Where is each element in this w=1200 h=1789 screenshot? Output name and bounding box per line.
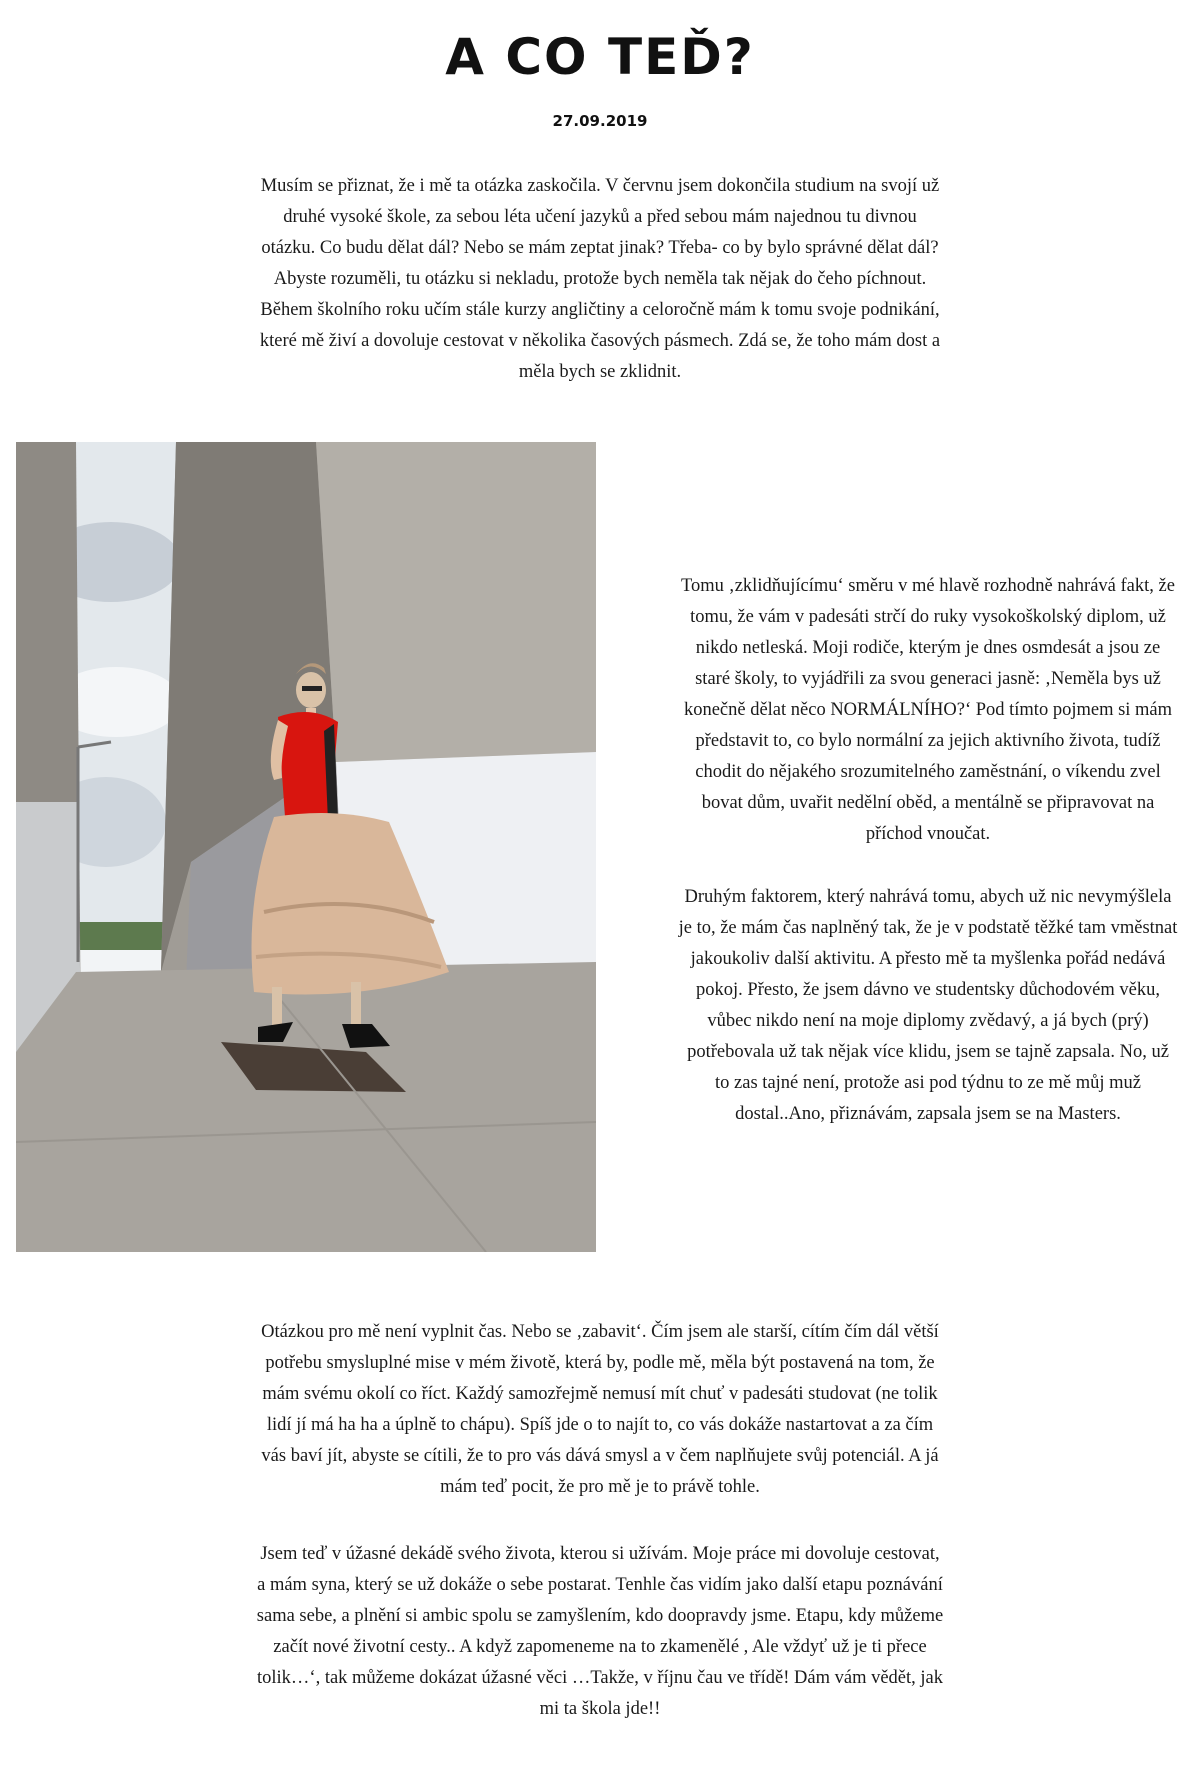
article-photo	[16, 442, 596, 1252]
article-date: 27.09.2019	[552, 112, 648, 130]
paragraph-intro: Musím se přiznat, že i mě ta otázka zaskočila. V červnu jsem dokončila studium na svojí už druhé vysoké škole, za sebou léta učení jazyků a před sebou mám najednou tu divnou otázku. Co budu dělat dál? Nebo se mám zeptat jinak? Třeba- co by bylo správné dělat dál? Abyste rozuměli, tu otázku si nekladu, protože bych neměla tak nějak do čeho píchnout. Během školního roku učím stále kurzy angličtiny a celoročně mám k tomu svoje podnikání, které mě živí a dovoluje cestovat v několika časových pásmech. Zdá se, že toho mám dost a měla bych se zklidnit.	[259, 176, 941, 382]
paragraph-parents: Tomu ‚zklidňujícímu‘ směru v mé hlavě rozhodně nahrává fakt, že tomu, že vám v padesáti strčí do ruky vysokoškolský diplom, už nikdo netleská. Moji rodiče, kterým je dnes osmdesát a jsou ze staré školy, to vyjádřili za svou generaci jasně: ‚Neměla bys už konečně dělat něco NORMÁLNÍHO?‘ Pod tímto pojmem si mám představit to, co bylo normální za jejich aktivního života, tudíž chodit do nějakého srozumitelného zaměstnání, o víkendu zvel bovat dům, uvařit nedělní oběd, a mentálně se připravovat na příchod vnoučat.	[681, 576, 1175, 844]
paragraph-mission: Otázkou pro mě není vyplnit čas. Nebo se ‚zabavit‘. Čím jsem ale starší, cítím čím dál větší potřebu smysluplné mise v mém životě, která by, podle mě, měla být postavená na tom, že mám svému okolí co říct. Každý samozřejmě nemusí mít chuť v padesáti studovat (ne tolik lidí jí má ha ha a úplně to chápu). Spíš jde o to najít to, co vás dokáže nastartovat a za čím vás baví jít, abyste se cítili, že to pro vás dává smysl a v čem naplňujete svůj potenciál. A já mám teď pocit, že pro mě je to právě tohle.	[261, 1322, 939, 1497]
paragraph-decade: Jsem teď v úžasné dekádě svého života, kterou si užívám. Moje práce mi dovoluje cestovat, a mám syna, který se už dokáže o sebe postarat. Tenhle čas vidím jako další etapu poznávání sama sebe, a plnění si ambic spolu se zamyšlením, kdo doopravdy jsme. Etapu, kdy můžeme začít nové životní cesty.. A když zapomeneme na to zkamenělé , Ale vždyť už je ti přece tolik…‘, tak můžeme dokázat úžasné věci …Takže, v říjnu čau ve třídě! Dám vám vědět, jak mi ta škola jde!!	[256, 1544, 944, 1719]
paragraph-second-factor: Druhým faktorem, který nahrává tomu, abych už nic nevymýšlela je to, že mám čas naplněný tak, že je v podstatě těžké tam vměstnat jakoukoliv další aktivitu. A přesto mě ta myšlenka pořád nedává pokoj. Přesto, že jsem dávno ve studentsky důchodovém věku, vůbec nikdo není na moje diplomy zvědavý, a já bych (prý) potřebovala už tak nějak více klidu, jsem se tajně zapsala. No, už to zas tajné není, protože asi pod týdnu to ze mě můj muž dostal..Ano, přiznávám, zapsala jsem se na Masters.	[678, 887, 1178, 1124]
article-title: A CO TEĎ?	[445, 28, 755, 86]
